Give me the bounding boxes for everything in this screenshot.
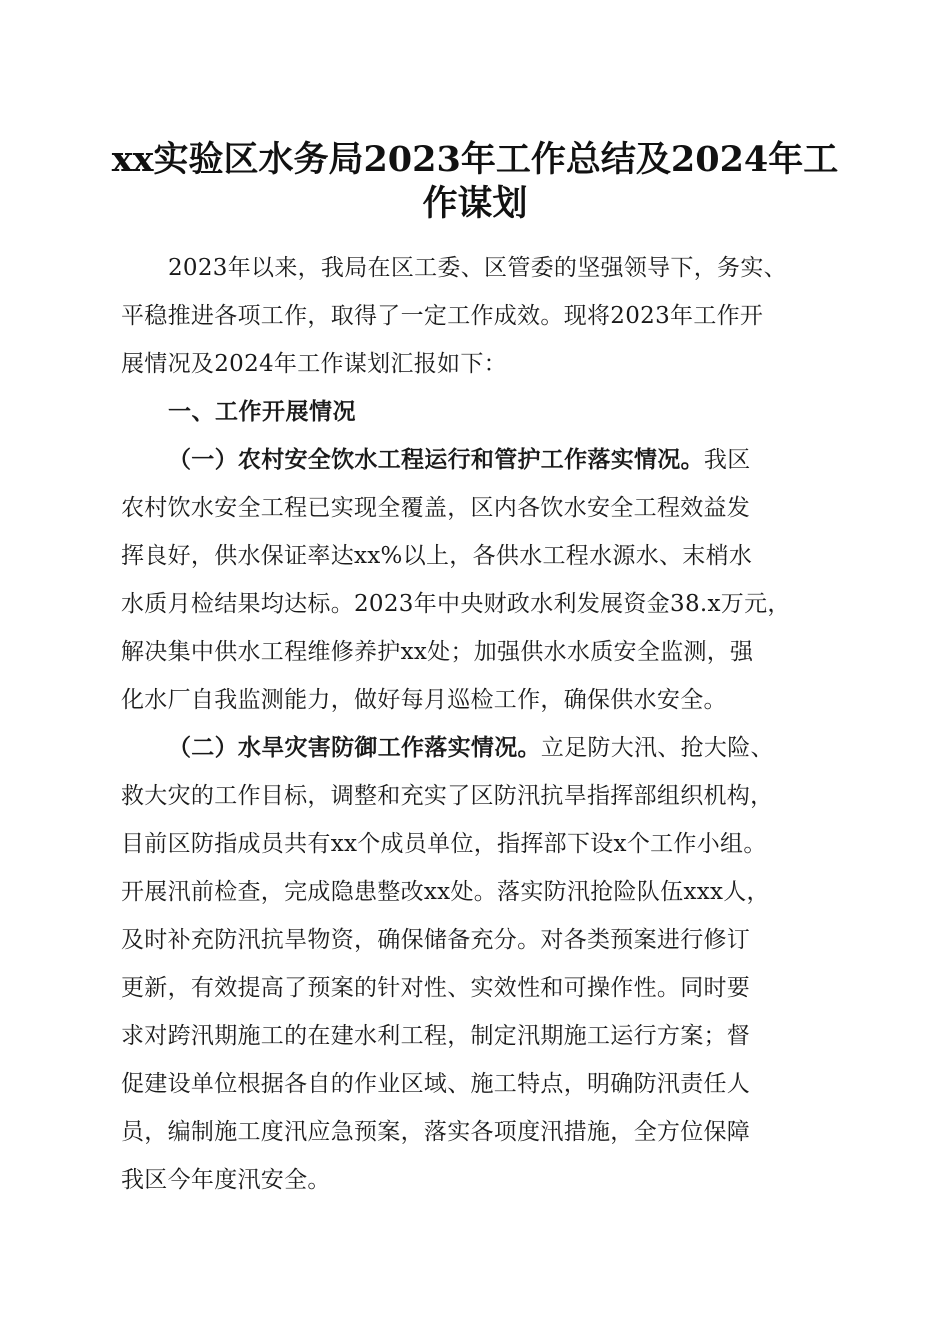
document-title-line-2: 作谋划	[422, 183, 528, 224]
subsection-1-line: 解决集中供水工程维修养护xx处；加强供水水质安全监测，强	[121, 639, 754, 665]
subsection-2-line: 及时补充防汛抗旱物资，确保储备充分。对各类预案进行修订	[121, 927, 751, 953]
subsection-1-line: 水质月检结果均达标。2023年中央财政水利发展资金38.x万元，	[121, 591, 791, 617]
subsection-1-lead: （一）农村安全饮水工程运行和管护工作落实情况。	[168, 446, 704, 473]
subsection-2-line: 员，编制施工度汛应急预案，落实各项度汛措施，全方位保障	[121, 1119, 751, 1145]
subsection-2-line: 目前区防指成员共有xx个成员单位，指挥部下设x个工作小组。	[121, 831, 767, 857]
intro-line-3: 展情况及2024年工作谋划汇报如下：	[121, 351, 507, 377]
subsection-1-line: 化水厂自我监测能力，做好每月巡检工作，确保供水安全。	[121, 687, 727, 713]
intro-line-1: 2023年以来，我局在区工委、区管委的坚强领导下，务实、	[168, 255, 787, 281]
subsection-1-first-line	[168, 444, 841, 476]
subsection-2-first-rest: 立足防大汛、抢大险、	[540, 735, 774, 761]
subsection-2-line: 更新，有效提高了预案的针对性、实效性和可操作性。同时要	[121, 975, 751, 1001]
subsection-2-line: 救大灾的工作目标，调整和充实了区防汛抗旱指挥部组织机构，	[121, 783, 774, 809]
subsection-2-line: 我区今年度汛安全。	[121, 1167, 331, 1193]
subsection-2-line: 开展汛前检查，完成隐患整改xx处。落实防汛抢险队伍xxx人，	[121, 879, 770, 905]
intro-line-2: 平稳推进各项工作，取得了一定工作成效。现将2023年工作开	[121, 303, 764, 329]
subsection-1-first-rest: 我区	[703, 447, 751, 473]
document-title-line-1: xx实验区水务局2023年工作总结及2024年工	[111, 139, 839, 180]
subsection-2-lead: （二）水旱灾害防御工作落实情况。	[168, 734, 541, 761]
subsection-2-line: 促建设单位根据各自的作业区域、施工特点，明确防汛责任人	[121, 1071, 751, 1097]
subsection-1-line: 挥良好，供水保证率达xx%以上，各供水工程水源水、末梢水	[121, 543, 753, 569]
section-heading-1: 一、工作开展情况	[168, 399, 356, 425]
subsection-1-line: 农村饮水安全工程已实现全覆盖，区内各饮水安全工程效益发	[121, 495, 751, 521]
subsection-2-first-line	[168, 732, 841, 764]
subsection-2-line: 求对跨汛期施工的在建水利工程，制定汛期施工运行方案；督	[121, 1023, 751, 1049]
